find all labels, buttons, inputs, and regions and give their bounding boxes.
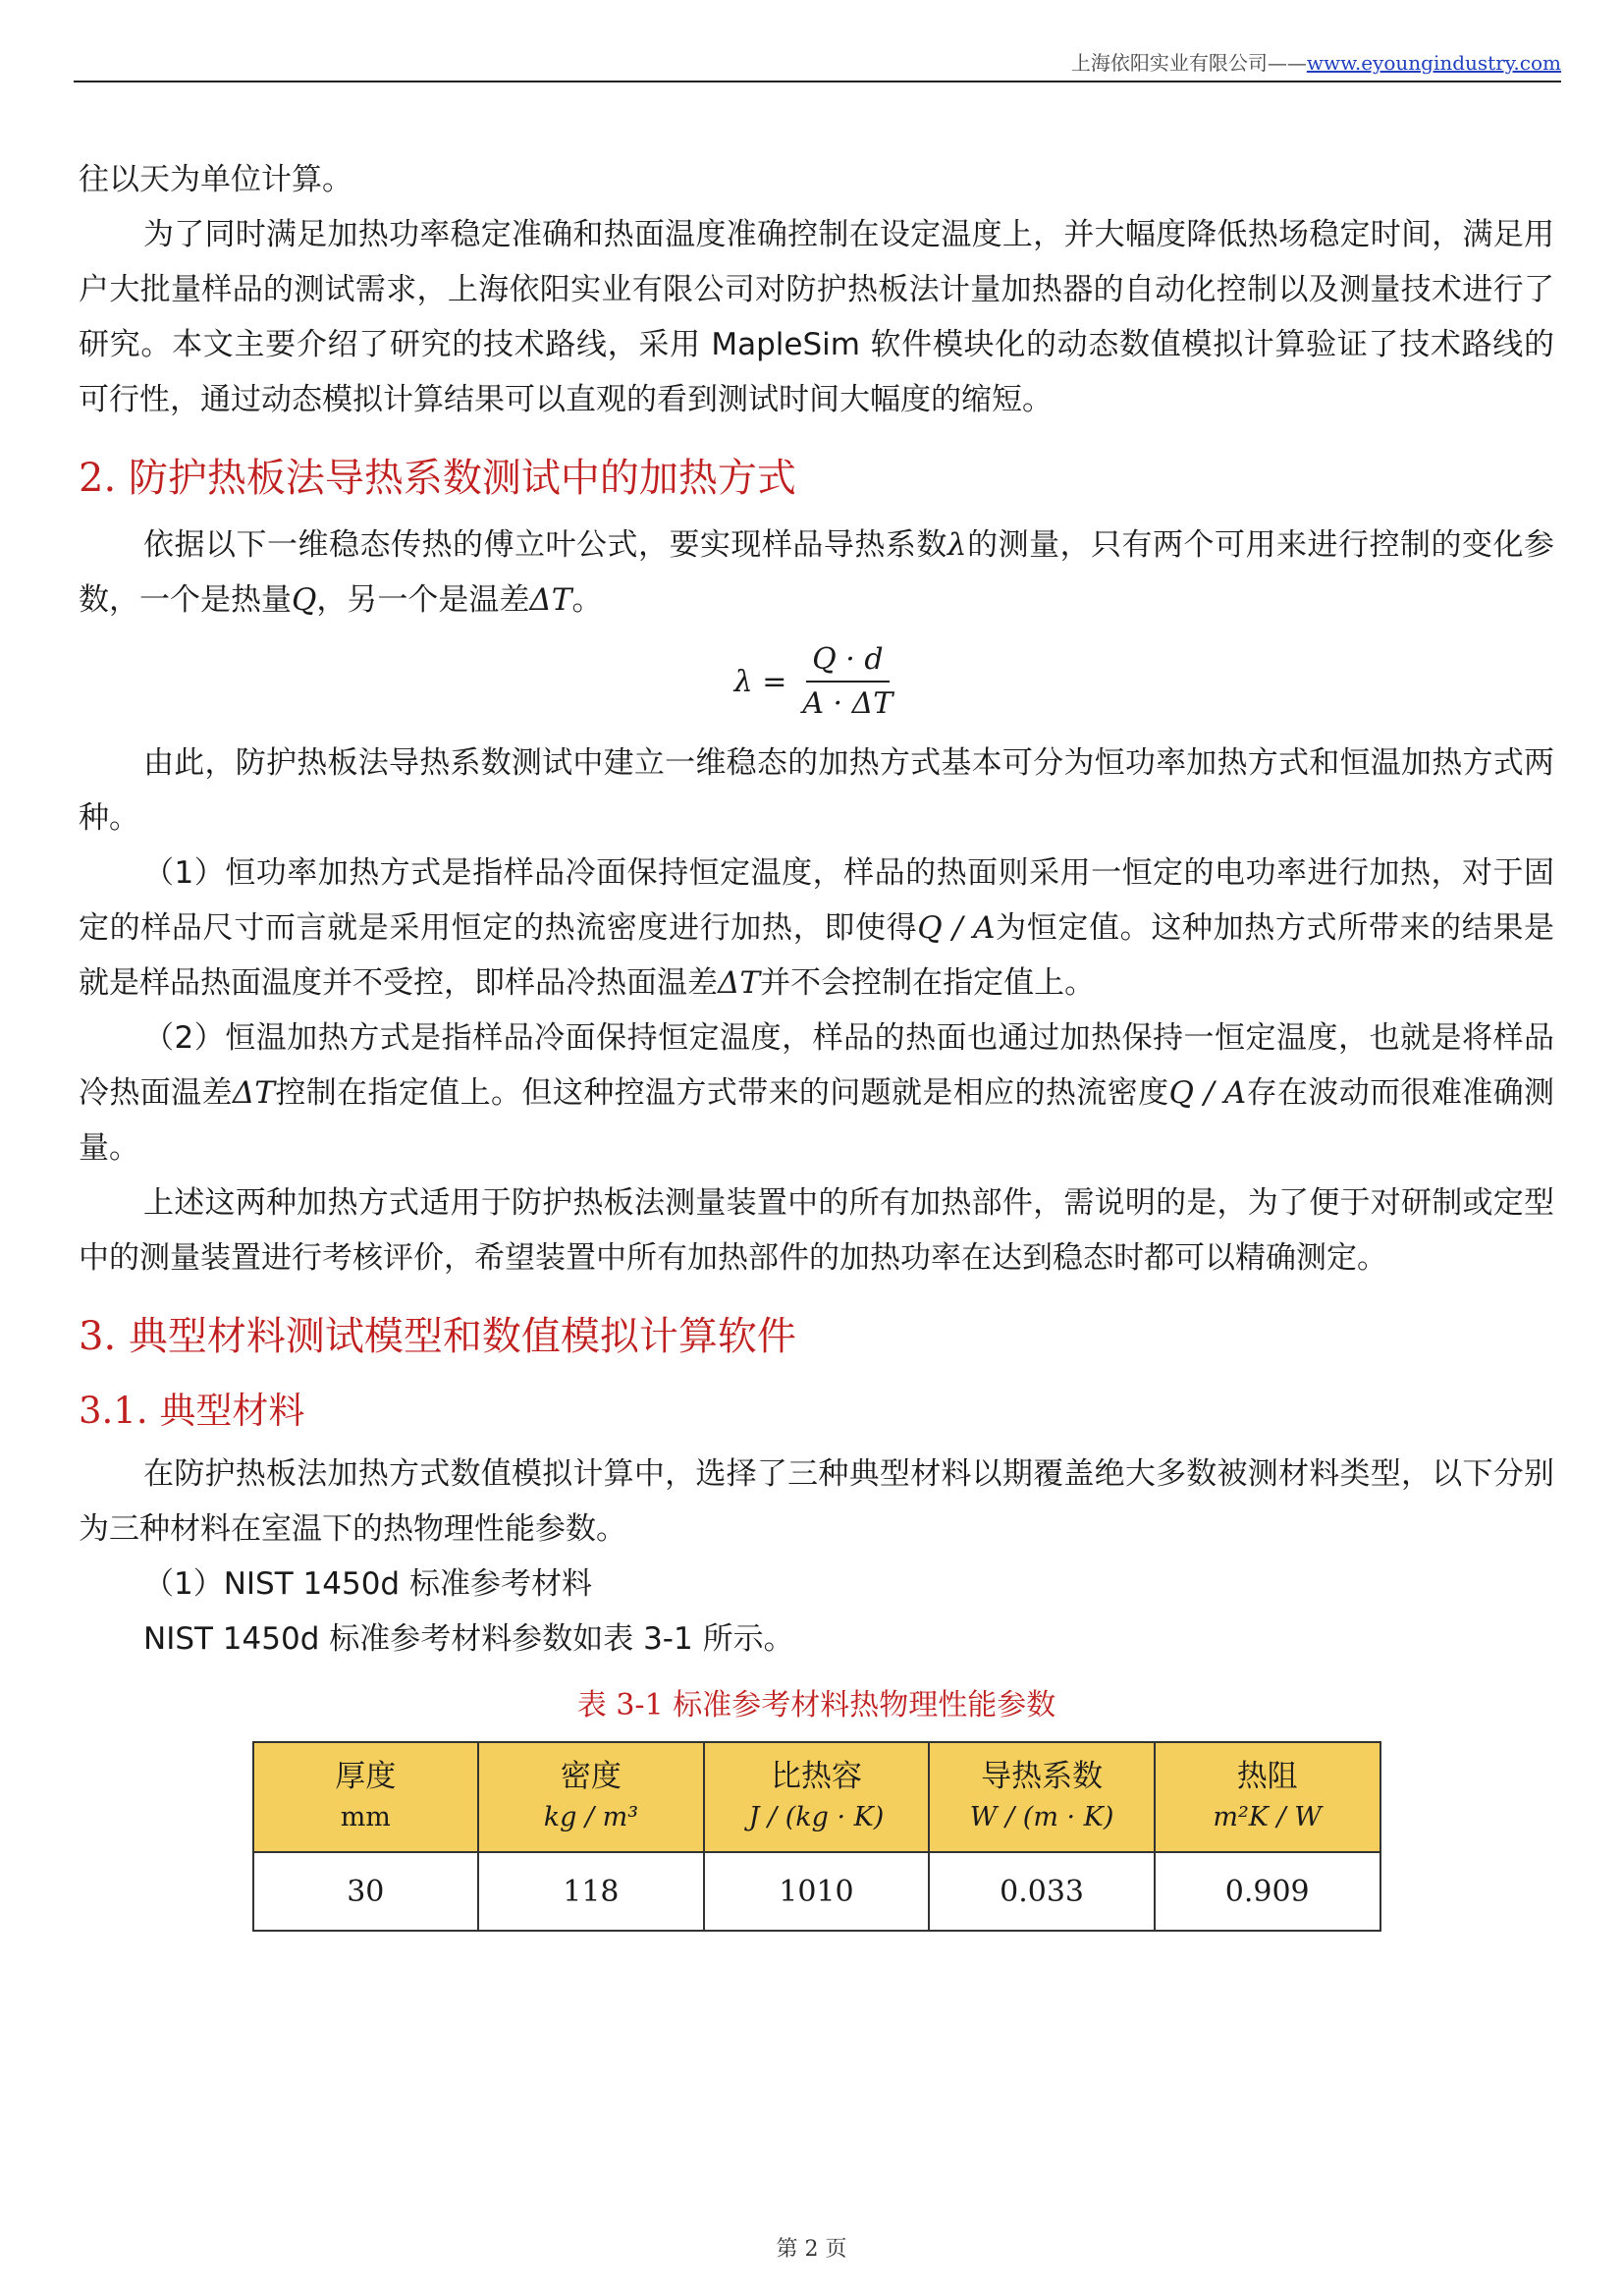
fourier-formula bbox=[79, 628, 1554, 736]
cell-thickness: 30 bbox=[253, 1852, 479, 1931]
table-header-row bbox=[253, 1742, 1380, 1852]
header-thickness: 厚度 mm bbox=[253, 1742, 479, 1852]
lambda-symbol: λ bbox=[947, 527, 967, 563]
cell-thermal-resistance: 0.909 bbox=[1155, 1852, 1380, 1931]
page-number: 第 2 页 bbox=[776, 2237, 847, 2262]
section-2-heading bbox=[79, 451, 1554, 506]
section-2-number: 2. bbox=[79, 456, 117, 501]
section-3-title: 典型材料测试模型和数值模拟计算软件 bbox=[128, 1314, 796, 1359]
header-company: 上海依阳实业有限公司—— bbox=[1070, 51, 1307, 75]
section-3-1-title: 典型材料 bbox=[159, 1390, 305, 1432]
paragraph-fourier: 依据以下一维稳态传热的傅立叶公式，要实现样品导热系数λ的测量，只有两个可用来进行控制的变化参数，一个是热量Q，另一个是温差ΔT。 bbox=[79, 527, 1555, 618]
table-row bbox=[253, 1852, 1380, 1931]
paragraph-intro: 为了同时满足加热功率稳定准确和热面温度准确控制在设定温度上，并大幅度降低热场稳定时间，满足用户大批量样品的测试需求，上海依阳实业有限公司对防护热板法计量加热器的自动化控制以及测量技术进行了研究。本文主要介绍了研究的技术路线，采用 MapleSim 软件模块化的动态数值模拟计算验证了技术路线的可行性，通过动态模拟计算结果可以直观的看到测试时间大幅度的缩短。 bbox=[79, 217, 1554, 417]
section-3-number: 3. bbox=[79, 1314, 117, 1359]
header-density: 密度 kg / m³ bbox=[478, 1742, 704, 1852]
table-caption-number: 3-1 bbox=[616, 1688, 664, 1722]
paragraph-materials: 在防护热板法加热方式数值模拟计算中，选择了三种典型材料以期覆盖绝大多数被测材料类型，以下分别为三种材料在室温下的热物理性能参数。 bbox=[79, 1456, 1554, 1547]
paragraph-summary: 上述这两种加热方式适用于防护热板法测量装置中的所有加热部件，需说明的是，为了便于对研制或定型中的测量装置进行考核评价，希望装置中所有加热部件的加热功率在达到稳态时都可以精确测定。 bbox=[79, 1185, 1554, 1276]
header-specific-heat: 比热容 J / (kg · K) bbox=[704, 1742, 930, 1852]
section-3-1-heading bbox=[79, 1384, 1554, 1439]
header-thermal-conductivity: 导热系数 W / (m · K) bbox=[929, 1742, 1155, 1852]
cell-density: 118 bbox=[478, 1852, 704, 1931]
paragraph-constant-temperature: （2）恒温加热方式是指样品冷面保持恒定温度，样品的热面也通过加热保持一恒定温度，也就是将样品冷热面温差ΔT控制在指定值上。但这种控温方式带来的问题就是相应的热流密度Q / A存在波动而很难准确测量。 bbox=[79, 1020, 1555, 1166]
paragraph-nist-table-ref: NIST 1450d 标准参考材料参数如表 3-1 所示。 bbox=[143, 1621, 794, 1657]
q-over-a-symbol: Q / A bbox=[917, 910, 996, 946]
paragraph-continued: 往以天为单位计算。 bbox=[79, 162, 352, 197]
table-caption-title: 标准参考材料热物理性能参数 bbox=[673, 1688, 1056, 1722]
table-caption bbox=[79, 1680, 1554, 1723]
cell-thermal-conductivity: 0.033 bbox=[929, 1852, 1155, 1931]
cell-specific-heat: 1010 bbox=[704, 1852, 930, 1931]
q-symbol: Q bbox=[292, 582, 317, 618]
paragraph-constant-power: （1）恒功率加热方式是指样品冷面保持恒定温度，样品的热面则采用一恒定的电功率进行加热，对于固定的样品尺寸而言就是采用恒定的热流密度进行加热，即使得Q / A为恒定值。这种加热方式所带来的结果是就是样品热面温度并不受控，即样品冷热面温差ΔT并不会控制在指定值上。 bbox=[79, 855, 1554, 1001]
header-thermal-resistance: 热阻 m²K / W bbox=[1155, 1742, 1380, 1852]
table-caption-prefix: 表 bbox=[576, 1688, 607, 1722]
section-2-title: 防护热板法导热系数测试中的加热方式 bbox=[128, 456, 796, 501]
paragraph-heating-modes: 由此，防护热板法导热系数测试中建立一维稳态的加热方式基本可分为恒功率加热方式和恒温加热方式两种。 bbox=[79, 745, 1554, 836]
delta-t-symbol: ΔT bbox=[718, 965, 761, 1001]
formula-numerator: Q · d bbox=[806, 642, 889, 683]
delta-t-symbol: ΔT bbox=[232, 1075, 275, 1111]
delta-t-symbol: ΔT bbox=[529, 582, 572, 618]
formula-fraction bbox=[796, 642, 898, 721]
page-content bbox=[79, 152, 1554, 1932]
page-header bbox=[74, 47, 1561, 82]
properties-table bbox=[252, 1741, 1381, 1932]
section-3-heading bbox=[79, 1309, 1554, 1364]
formula-lhs: λ = bbox=[733, 664, 787, 699]
formula-denominator: A · ΔT bbox=[802, 686, 893, 721]
section-3-1-number: 3.1. bbox=[79, 1390, 148, 1432]
header-url-link[interactable]: www.eyoungindustry.com bbox=[1306, 51, 1561, 75]
q-over-a-symbol: Q / A bbox=[1168, 1075, 1247, 1111]
paragraph-nist-item: （1）NIST 1450d 标准参考材料 bbox=[143, 1566, 592, 1602]
